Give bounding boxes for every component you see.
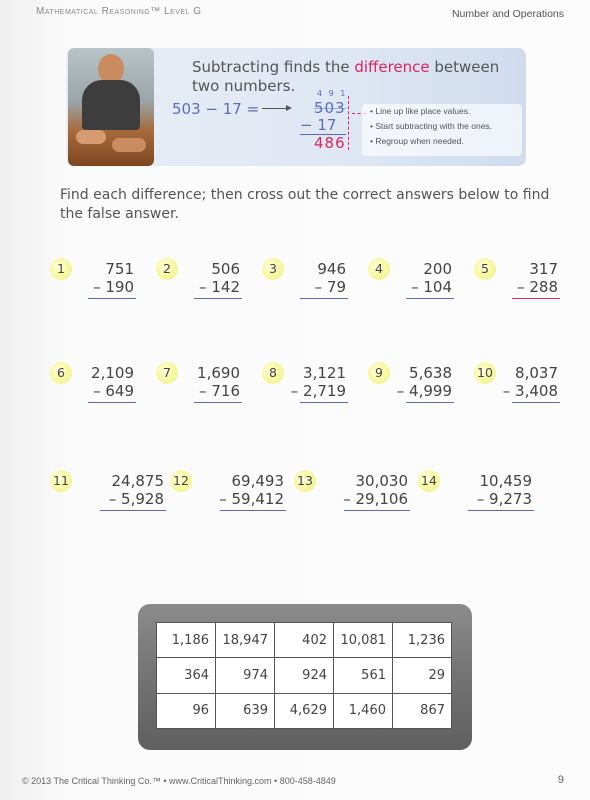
- footer-copyright: © 2013 The Critical Thinking Co.™ • www.CriticalThinking.com • 800-458-4849: [22, 776, 336, 786]
- answer-cell[interactable]: 974: [216, 658, 275, 693]
- problem-10: [474, 362, 570, 412]
- subtrahend: – 104: [411, 278, 452, 296]
- answer-line[interactable]: [194, 402, 242, 403]
- answer-line[interactable]: [512, 402, 560, 403]
- answer-cell[interactable]: 924: [275, 658, 334, 693]
- problem-6: [50, 362, 146, 412]
- subtrahend: – 649: [93, 382, 134, 400]
- problem-12: [170, 470, 296, 520]
- answer-line[interactable]: [220, 510, 286, 511]
- problem-number-badge: 12: [170, 470, 192, 492]
- subtrahend: – 142: [199, 278, 240, 296]
- book-title: Mathematical Reasoning™ Level G: [36, 6, 202, 17]
- example-answer: 486: [314, 134, 346, 152]
- tip-item: • Start subtracting with the ones.: [370, 121, 493, 131]
- minuend: 946: [317, 260, 346, 278]
- problem-8: [262, 362, 358, 412]
- answer-line[interactable]: [300, 298, 348, 299]
- problem-number-badge: 10: [474, 362, 496, 384]
- answer-cell[interactable]: 1,236: [393, 623, 452, 658]
- problem-number-badge: 13: [294, 470, 316, 492]
- minuend: 1,690: [197, 364, 240, 382]
- minuend: 69,493: [231, 472, 284, 490]
- example-top-number: 503: [314, 99, 346, 117]
- problem-11: [50, 470, 176, 520]
- answer-line[interactable]: [88, 298, 136, 299]
- minuend: 506: [211, 260, 240, 278]
- minuend: 2,109: [91, 364, 134, 382]
- problem-14: [418, 470, 544, 520]
- answer-line[interactable]: [194, 298, 242, 299]
- minuend: 5,638: [409, 364, 452, 382]
- answer-cell[interactable]: 639: [216, 693, 275, 728]
- answer-line[interactable]: [300, 402, 348, 403]
- minuend: 317: [529, 260, 558, 278]
- answer-line[interactable]: [344, 510, 410, 511]
- minuend: 10,459: [479, 472, 532, 490]
- tip-item: • Line up like place values.: [370, 106, 471, 116]
- subtrahend: – 59,412: [219, 490, 284, 508]
- problem-13: [294, 470, 420, 520]
- subtrahend: – 79: [314, 278, 346, 296]
- section-title: Number and Operations: [451, 8, 564, 20]
- problem-number-badge: 7: [156, 362, 178, 384]
- answer-cell[interactable]: 1,186: [157, 623, 216, 658]
- problem-number-badge: 14: [418, 470, 440, 492]
- problem-7: [156, 362, 252, 412]
- answer-cell[interactable]: 402: [275, 623, 334, 658]
- problem-2: [156, 258, 252, 308]
- answer-cell[interactable]: 10,081: [334, 623, 393, 658]
- answer-cell[interactable]: 18,947: [216, 623, 275, 658]
- arrow-right-icon: [262, 108, 290, 109]
- problem-number-badge: 4: [368, 258, 390, 280]
- answer-row: [157, 623, 452, 658]
- answer-line[interactable]: [468, 510, 534, 511]
- subtrahend: – 716: [199, 382, 240, 400]
- minuend: 24,875: [111, 472, 164, 490]
- lesson-photo: [68, 48, 154, 166]
- difference-term: difference: [354, 58, 430, 76]
- answer-row: [157, 693, 452, 728]
- problem-5: [474, 258, 570, 308]
- problem-number-badge: 11: [50, 470, 72, 492]
- subtrahend: – 3,408: [502, 382, 558, 400]
- answer-line[interactable]: [88, 402, 136, 403]
- page-number: 9: [557, 774, 564, 786]
- answer-cell[interactable]: 96: [157, 693, 216, 728]
- minuend: 3,121: [303, 364, 346, 382]
- example-bottom-number: − 17: [300, 116, 337, 134]
- regroup-digits: 4 9 1: [317, 89, 348, 98]
- answer-cell[interactable]: 4,629: [275, 693, 334, 728]
- problem-number-badge: 8: [262, 362, 284, 384]
- minuend: 8,037: [515, 364, 558, 382]
- place-value-guide: [348, 96, 349, 150]
- problem-number-badge: 3: [262, 258, 284, 280]
- problem-4: [368, 258, 464, 308]
- answer-line[interactable]: [406, 402, 454, 403]
- subtrahend: – 190: [93, 278, 134, 296]
- tips-box: [362, 104, 522, 156]
- subtrahend: – 29,106: [343, 490, 408, 508]
- subtrahend: – 288: [517, 278, 558, 296]
- problem-number-badge: 2: [156, 258, 178, 280]
- answer-line[interactable]: [406, 298, 454, 299]
- example-equation: 503 − 17 =: [172, 100, 260, 118]
- answer-line[interactable]: [512, 298, 560, 299]
- problem-number-badge: 1: [50, 258, 72, 280]
- subtrahend: – 9,273: [476, 490, 532, 508]
- answer-cell[interactable]: 1,460: [334, 693, 393, 728]
- minuend: 200: [423, 260, 452, 278]
- subtrahend: – 2,719: [290, 382, 346, 400]
- answer-cell[interactable]: 364: [157, 658, 216, 693]
- tip-item: • Regroup when needed.: [370, 136, 464, 146]
- minuend: 30,030: [355, 472, 408, 490]
- problem-9: [368, 362, 464, 412]
- answer-cell[interactable]: 29: [393, 658, 452, 693]
- problem-number-badge: 6: [50, 362, 72, 384]
- problem-number-badge: 9: [368, 362, 390, 384]
- answer-row: [157, 658, 452, 693]
- answer-line[interactable]: [100, 510, 166, 511]
- answer-cell[interactable]: 867: [393, 693, 452, 728]
- instructions: Find each difference; then cross out the correct answers below to find the false answer.: [60, 187, 550, 222]
- subtrahend: – 5,928: [108, 490, 164, 508]
- subtrahend: – 4,999: [396, 382, 452, 400]
- problem-1: [50, 258, 146, 308]
- problem-number-badge: 5: [474, 258, 496, 280]
- answer-cell[interactable]: 561: [334, 658, 393, 693]
- problem-3: [262, 258, 358, 308]
- intro-text: Subtracting finds the difference between two numbers.: [192, 58, 500, 95]
- minuend: 751: [105, 260, 134, 278]
- answer-bank: [156, 622, 452, 729]
